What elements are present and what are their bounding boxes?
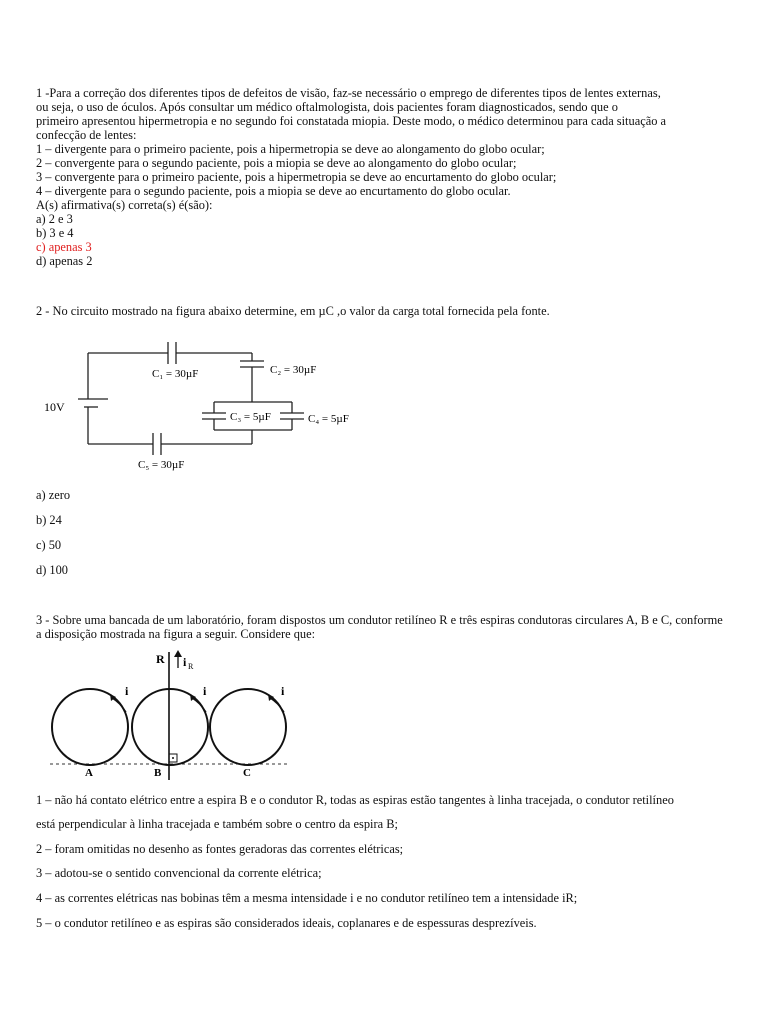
q1-statement-1: 1 – divergente para o primeiro paciente, pois a hipermetropia se deve ao alongamento do globo ocular; bbox=[36, 142, 545, 156]
loop-c bbox=[210, 689, 286, 765]
q3-item-1: 1 – não há contato elétrico entre a espira B e o condutor R, todas as espiras estão tangentes à linha tracejada, o condutor retilíneo bbox=[36, 793, 674, 807]
c4-label: C₄ = 5µF bbox=[308, 413, 349, 425]
question-1 bbox=[36, 86, 736, 268]
q1-line: 1 -Para a correção dos diferentes tipos de defeitos de visão, faz-se necessário o emprego de diferentes tipos de lentes externas, bbox=[36, 86, 661, 100]
q1-option-d: d) apenas 2 bbox=[36, 254, 93, 268]
q1-prompt: A(s) afirmativa(s) correta(s) é(são): bbox=[36, 198, 213, 212]
circuit-diagram bbox=[40, 336, 370, 476]
q2-option-a: a) zero bbox=[36, 488, 71, 502]
q1-option-b: b) 3 e 4 bbox=[36, 226, 74, 240]
label-a: A bbox=[85, 767, 93, 779]
q3-item-3: 3 – adotou-se o sentido convencional da corrente elétrica; bbox=[36, 866, 322, 880]
loop-a-current-label: i bbox=[125, 684, 129, 698]
q1-option-a: a) 2 e 3 bbox=[36, 212, 73, 226]
current-ir-sub: R bbox=[188, 662, 194, 671]
q1-statement-3: 3 – convergente para o primeiro paciente, pois a hipermetropia se deve ao encurtamento do globo ocular; bbox=[36, 170, 557, 184]
source-label: 10V bbox=[44, 400, 65, 414]
question-3-line-2: a disposição mostrada na figura a seguir. Considere que: bbox=[36, 627, 316, 641]
q1-statement-2: 2 – convergente para o segundo paciente, pois a miopia se deve ao alongamento do globo ocular; bbox=[36, 156, 517, 170]
q3-item-5: 5 – o condutor retilíneo e as espiras são considerados ideais, coplanares e de espessuras desprezíveis. bbox=[36, 916, 537, 930]
q1-statement-4: 4 – divergente para o segundo paciente, pois a miopia se deve ao encurtamento do globo ocular. bbox=[36, 184, 511, 198]
q1-line: confecção de lentes: bbox=[36, 128, 137, 142]
c5-label: C₅ = 30µF bbox=[138, 459, 185, 471]
question-3-line-1: 3 - Sobre uma bancada de um laboratório, foram dispostos um condutor retilíneo R e três espiras condutoras circulares A, B e C, conforme bbox=[36, 613, 723, 627]
loop-b-current-label: i bbox=[203, 684, 207, 698]
q3-item-2: 2 – foram omitidas no desenho as fontes geradoras das correntes elétricas; bbox=[36, 842, 404, 856]
c3-label: C₃ = 5µF bbox=[230, 411, 271, 423]
q2-option-b: b) 24 bbox=[36, 513, 62, 527]
q3-item-1-cont: está perpendicular à linha tracejada e também sobre o centro da espira B; bbox=[36, 817, 398, 831]
question-2-text: 2 - No circuito mostrado na figura abaixo determine, em µC ,o valor da carga total fornecida pela fonte. bbox=[36, 304, 550, 318]
label-b: B bbox=[154, 767, 162, 779]
q2-option-d: d) 100 bbox=[36, 563, 69, 577]
conductor-label: R bbox=[156, 652, 165, 666]
loop-a bbox=[52, 689, 128, 765]
q1-line: ou seja, o uso de óculos. Após consultar um médico oftalmologista, dois pacientes foram diagnosticados, sendo que o bbox=[36, 100, 618, 114]
c2-label: C₂ = 30µF bbox=[270, 364, 317, 376]
label-c: C bbox=[243, 767, 251, 779]
loop-c-current-label: i bbox=[281, 684, 285, 698]
current-ir-label: i bbox=[183, 655, 187, 669]
c1-label: C₁ = 30µF bbox=[152, 368, 199, 380]
q1-line: primeiro apresentou hipermetropia e no segundo foi constatada miopia. Deste modo, o médico determinou para cada situação a bbox=[36, 114, 666, 128]
loops-figure bbox=[40, 646, 300, 780]
current-arrow-icon bbox=[174, 650, 182, 657]
q1-option-c-highlighted: c) apenas 3 bbox=[36, 240, 92, 254]
q3-item-4: 4 – as correntes elétricas nas bobinas têm a mesma intensidade i e no condutor retilíneo tem a intensidade iR; bbox=[36, 891, 578, 905]
q2-option-c: c) 50 bbox=[36, 538, 62, 552]
